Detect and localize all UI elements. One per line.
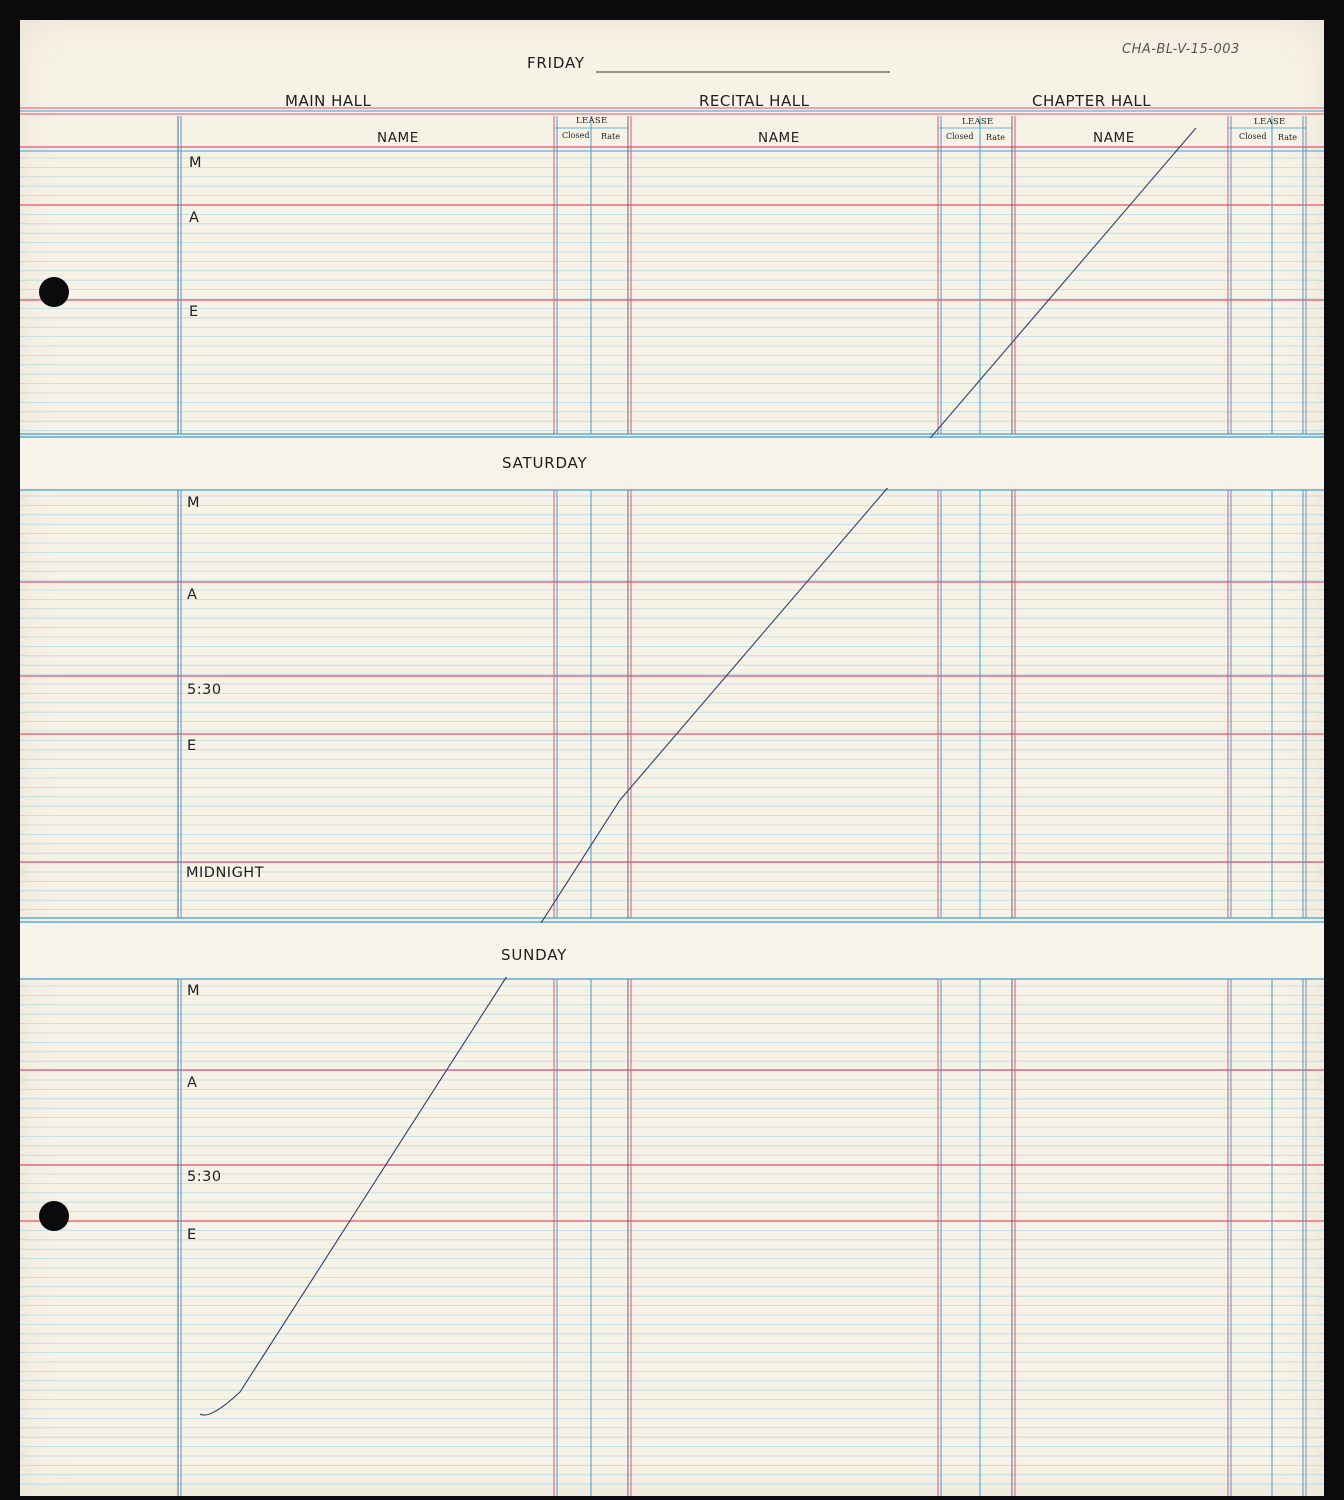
main-lease-header: LEASE <box>576 116 608 126</box>
pen-diagonal-stroke <box>200 128 1196 1415</box>
ruling-lines <box>20 20 1324 1496</box>
friday-label: FRIDAY <box>527 54 585 72</box>
recital-hall-heading: RECITAL HALL <box>699 92 810 110</box>
chapter-rate-header: Rate <box>1278 133 1297 142</box>
main-rate-header: Rate <box>601 132 620 141</box>
saturday-afternoon-label: A <box>187 587 198 603</box>
sunday-morning-label: M <box>187 983 201 999</box>
saturday-midnight-label: MIDNIGHT <box>186 865 265 881</box>
recital-name-header: NAME <box>758 130 800 146</box>
sunday-label: SUNDAY <box>501 946 568 964</box>
saturday-morning-label: M <box>187 495 201 511</box>
saturday-530-label: 5:30 <box>187 682 222 698</box>
binder-hole-bottom <box>39 1201 69 1231</box>
chapter-closed-header: Closed <box>1239 132 1267 141</box>
sunday-530-label: 5:30 <box>187 1169 222 1185</box>
saturday-header-band <box>20 438 1324 488</box>
sunday-evening-label: E <box>187 1227 197 1243</box>
recital-rate-header: Rate <box>986 133 1005 142</box>
ledger-sheet <box>20 20 1324 1496</box>
saturday-label: SATURDAY <box>502 454 588 472</box>
chapter-lease-header: LEASE <box>1254 117 1286 127</box>
sunday-header-band <box>20 923 1324 977</box>
main-closed-header: Closed <box>562 131 590 140</box>
binder-hole-top <box>39 277 69 307</box>
saturday-evening-label: E <box>187 738 197 754</box>
catalog-id: CHA-BL-V-15-003 <box>1122 42 1240 57</box>
friday-afternoon-label: A <box>189 210 200 226</box>
sunday-afternoon-label: A <box>187 1075 198 1091</box>
recital-closed-header: Closed <box>946 132 974 141</box>
friday-evening-label: E <box>189 304 199 320</box>
main-hall-heading: MAIN HALL <box>285 92 372 110</box>
chapter-hall-heading: CHAPTER HALL <box>1032 92 1152 110</box>
main-name-header: NAME <box>377 130 419 146</box>
friday-morning-label: M <box>189 155 203 171</box>
recital-lease-header: LEASE <box>962 117 994 127</box>
chapter-name-header: NAME <box>1093 130 1135 146</box>
